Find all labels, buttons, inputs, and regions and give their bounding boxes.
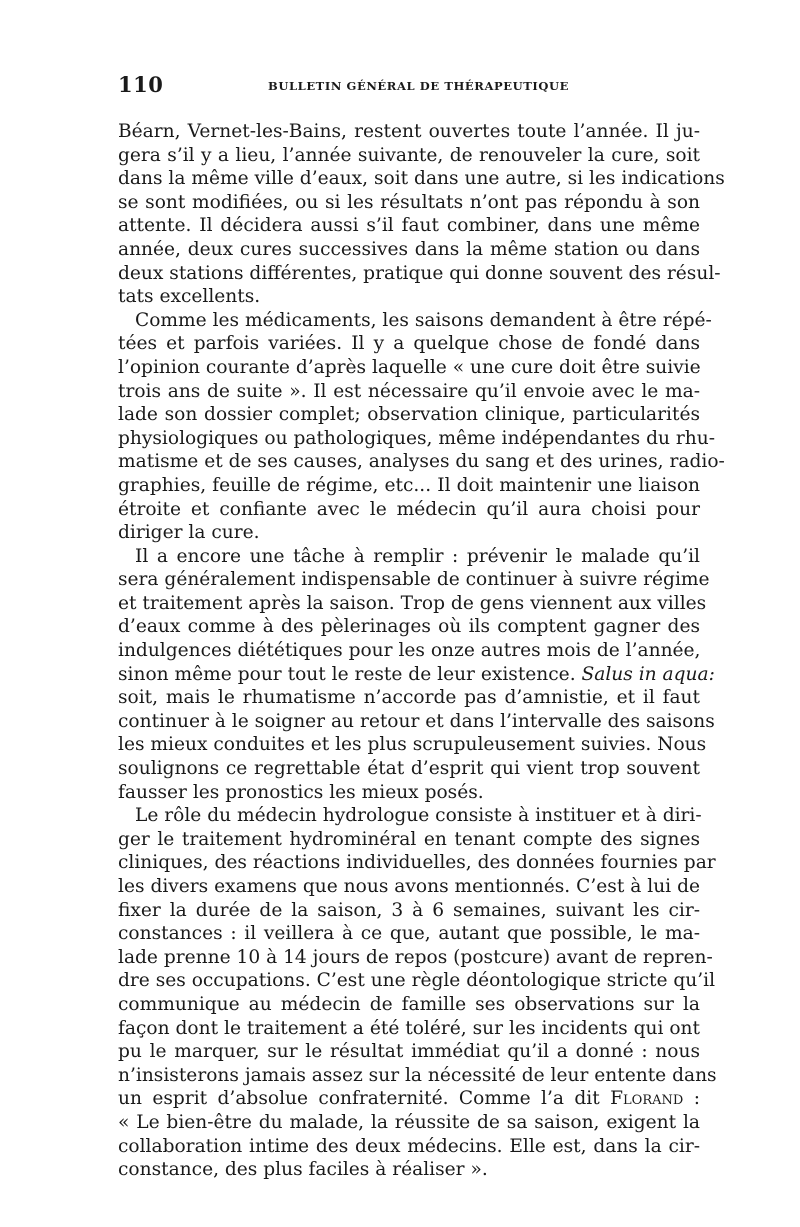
text-line: façon dont le traitement a été toléré, sur les incidents qui ont bbox=[118, 1017, 700, 1039]
text-line: d’eaux comme à des pèlerinages où ils comptent gagner des bbox=[118, 616, 700, 638]
text-line: Il a encore une tâche à remplir : prévenir le malade qu’il bbox=[135, 545, 700, 567]
text-line: l’opinion courante d’après laquelle « une cure doit être suivie bbox=[118, 356, 701, 378]
text-line: fausser les pronostics les mieux posés. bbox=[118, 781, 484, 803]
paragraph-1 bbox=[118, 120, 725, 309]
text-line-with-latin-phrase bbox=[118, 663, 715, 687]
paragraph-3 bbox=[118, 545, 715, 805]
author-name: Florand bbox=[610, 1088, 684, 1110]
text-fragment: sinon même pour tout le reste de leur existence. bbox=[118, 663, 582, 685]
text-fragment: un esprit d’absolue confraternité. Comme l’a dit bbox=[118, 1088, 611, 1110]
text-line: les mieux conduites et les plus scrupuleusement suivies. Nous bbox=[118, 734, 707, 756]
text-line: physiologiques ou pathologiques, même indépendantes du rhu- bbox=[118, 427, 716, 449]
text-line: dre ses occupations. C’est une règle déontologique stricte qu’il bbox=[118, 970, 716, 992]
text-fragment: : bbox=[683, 1088, 700, 1110]
text-line: cliniques, des réactions individuelles, des données fournies par bbox=[118, 852, 716, 874]
text-line: n’insisterons jamais assez sur la nécessité de leur entente dans bbox=[118, 1064, 717, 1086]
text-line: sera généralement indispensable de continuer à suivre régime bbox=[118, 569, 710, 591]
text-line: attente. Il décidera aussi s’il faut combiner, dans une même bbox=[118, 215, 700, 237]
text-line: ger le traitement hydrominéral en tenant compte des signes bbox=[118, 828, 700, 850]
text-line: deux stations différentes, pratique qui donne souvent des résul- bbox=[118, 262, 721, 284]
text-line: année, deux cures successives dans la même station ou dans bbox=[118, 238, 700, 260]
text-line: se sont modifiées, ou si les résultats n’ont pas répondu à son bbox=[118, 191, 700, 213]
running-title: BULLETIN GÉNÉRAL DE THÉRAPEUTIQUE bbox=[268, 79, 569, 93]
paragraph-2 bbox=[118, 309, 725, 545]
text-line: gera s’il y a lieu, l’année suivante, de renouveler la cure, soit bbox=[118, 144, 700, 166]
text-line: matisme et de ses causes, analyses du sang et des urines, radio- bbox=[118, 451, 725, 473]
latin-phrase: Salus in aqua: bbox=[581, 663, 715, 685]
text-line: continuer à le soigner au retour et dans l’intervalle des saisons bbox=[118, 710, 715, 732]
text-line: et traitement après la saison. Trop de gens viennent aux villes bbox=[118, 592, 707, 614]
text-line: trois ans de suite ». Il est nécessaire qu’il envoie avec le ma- bbox=[118, 380, 700, 402]
text-line: collaboration intime des deux médecins. Elle est, dans la cir- bbox=[118, 1135, 700, 1157]
text-line: pu le marquer, sur le résultat immédiat qu’il a donné : nous bbox=[118, 1041, 700, 1063]
body-text bbox=[118, 120, 725, 1182]
text-line: les divers examens que nous avons mentionnés. C’est à lui de bbox=[118, 876, 700, 897]
text-line: graphies, feuille de régime, etc... Il doit maintenir une liaison bbox=[118, 474, 700, 496]
text-line: indulgences diététiques pour les onze autres mois de l’année, bbox=[118, 640, 701, 662]
paragraph-4 bbox=[118, 804, 717, 1182]
text-line: constance, des plus faciles à réaliser ». bbox=[118, 1159, 488, 1181]
text-line: constances : il veillera à ce que, autant que possible, le ma- bbox=[118, 923, 700, 945]
page-number: 110 bbox=[118, 72, 164, 97]
text-line: diriger la cure. bbox=[118, 522, 260, 544]
text-line: lade son dossier complet; observation clinique, particularités bbox=[118, 404, 700, 426]
text-line: tats excellents. bbox=[118, 286, 261, 308]
text-line: lade prenne 10 à 14 jours de repos (postcure) avant de repren- bbox=[118, 946, 713, 968]
text-line: communique au médecin de famille ses observations sur la bbox=[118, 993, 700, 1015]
page-header bbox=[118, 72, 700, 102]
text-line: étroite et confiante avec le médecin qu’il aura choisi pour bbox=[118, 498, 700, 520]
text-line: Béarn, Vernet-les-Bains, restent ouvertes toute l’année. Il ju- bbox=[118, 121, 700, 142]
text-line: dans la même ville d’eaux, soit dans une autre, si les indications bbox=[118, 168, 725, 190]
text-line: soulignons ce regrettable état d’esprit qui vient trop souvent bbox=[118, 758, 700, 780]
text-line: soit, mais le rhumatisme n’accorde pas d’amnistie, et il faut bbox=[118, 687, 700, 709]
text-line: fixer la durée de la saison, 3 à 6 semaines, suivant les cir- bbox=[118, 899, 700, 921]
text-line: « Le bien-être du malade, la réussite de sa saison, exigent la bbox=[118, 1111, 700, 1133]
text-line: Comme les médicaments, les saisons demandent à être répé- bbox=[135, 309, 712, 331]
text-line: Le rôle du médecin hydrologue consiste à instituer et à diri- bbox=[135, 805, 702, 827]
text-line: tées et parfois variées. Il y a quelque chose de fondé dans bbox=[118, 333, 700, 355]
text-line-with-author bbox=[118, 1087, 700, 1111]
